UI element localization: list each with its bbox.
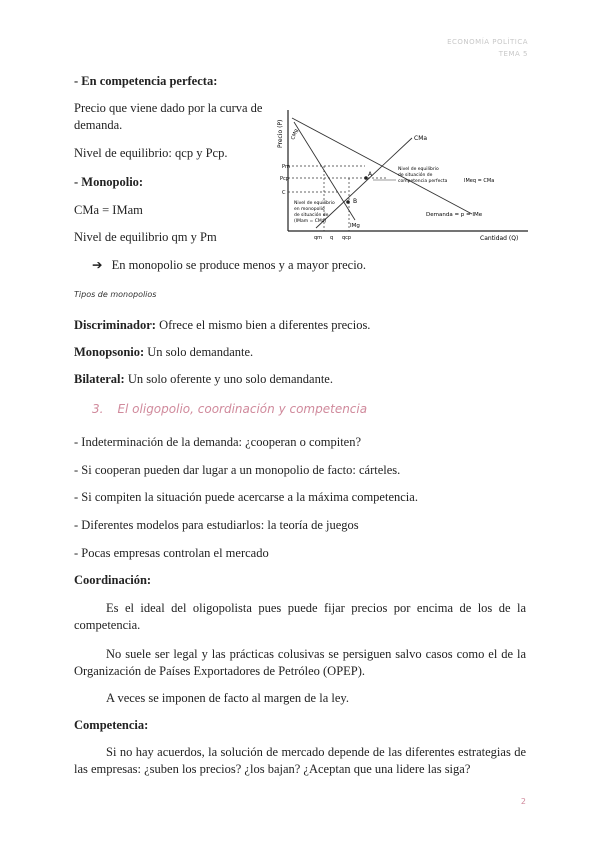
note-right-2: de situación de	[398, 173, 433, 178]
oligopolio-point: - Indeterminación de la demanda: ¿cooperan o compiten?	[74, 435, 362, 449]
monopolio-conclusion	[92, 257, 366, 273]
x-axis-label: Cantidad (Q)	[480, 235, 519, 242]
note-left-2: en monopolio	[294, 207, 325, 212]
coordinacion-title: Coordinación:	[74, 573, 152, 587]
perfecta-title: - En competencia perfecta:	[74, 74, 218, 88]
demand-curve-label: Demanda = p = IMe	[426, 212, 483, 218]
note-left-3: de situación de	[294, 213, 329, 218]
monopolio-formula: CMa = IMam	[74, 203, 143, 217]
y-axis-label: Precio (P)	[277, 119, 284, 148]
oligopolio-point: - Pocas empresas controlan el mercado	[74, 546, 269, 560]
section-3-heading	[92, 402, 367, 416]
c-label: C	[282, 190, 286, 196]
tipo-bilateral	[74, 372, 333, 387]
note-right-eq: IMeq = CMa	[464, 178, 495, 184]
qcp-label: qcp	[342, 235, 352, 241]
header-course: ECONOMÍA POLÍTICA	[447, 38, 528, 46]
tipo-discriminador	[74, 318, 370, 333]
qm-label: qm	[314, 235, 323, 241]
page-number: 2	[520, 797, 526, 806]
section-3-number: 3.	[92, 402, 104, 416]
oligopolio-point: - Si compiten la situación puede acercarse a la máxima competencia.	[74, 490, 418, 504]
note-left-eq: (IMam = CMa)	[294, 219, 327, 224]
monopsonio-text: Un solo demandante.	[144, 345, 254, 359]
coordinacion-p1: Es el ideal del oligopolista pues puede fijar precios por encima de los de la competencia.	[74, 601, 526, 632]
bilateral-label: Bilateral:	[74, 372, 125, 386]
note-left-1: Nivel de equilibrio	[294, 201, 335, 206]
oligopolio-point: - Diferentes modelos para estudiarlos: la teoría de juegos	[74, 518, 359, 532]
arrow-icon: ➔	[92, 258, 103, 272]
monopoly-diagram	[268, 108, 530, 248]
q-label: q	[330, 235, 334, 241]
note-right-1: Nivel de equilibrio	[398, 167, 439, 172]
pcp-label: Pcp	[280, 176, 289, 182]
monopolio-equilibrio: Nivel de equilibrio qm y Pm	[74, 230, 217, 244]
img-curve-label: IMg	[350, 223, 360, 229]
header-topic: TEMA 5	[498, 50, 528, 58]
perfecta-line2: demanda.	[74, 118, 123, 132]
competencia-p1: Si no hay acuerdos, la solución de mercado depende de las diferentes estrategias de las empresas: ¿suben los precios? ¿los bajan? ¿Aceptan que una lidere las siga?	[74, 745, 526, 776]
tipo-monopsonio	[74, 345, 253, 360]
competencia-title: Competencia:	[74, 718, 149, 732]
monopolio-title: - Monopolio:	[74, 175, 144, 189]
img-top-label: CMg	[290, 128, 300, 141]
bilateral-text: Un solo oferente y uno solo demandante.	[124, 372, 333, 386]
note-right-3: competencia perfecta	[398, 179, 448, 184]
pm-label: Pm	[282, 164, 290, 170]
cma-curve-label: CMa	[414, 135, 428, 142]
discriminador-text: Ofrece el mismo bien a diferentes precios.	[155, 318, 371, 332]
discriminador-label: Discriminador:	[74, 318, 156, 332]
coordinacion-p3: A veces se imponen de facto al margen de la ley.	[106, 691, 349, 705]
tipos-heading: Tipos de monopolios	[74, 290, 157, 299]
point-b-label: B	[353, 198, 358, 205]
point-b	[346, 200, 350, 204]
monopsonio-label: Monopsonio:	[74, 345, 145, 359]
point-a-label: A	[368, 171, 373, 178]
oligopolio-point: - Si cooperan pueden dar lugar a un monopolio de facto: cárteles.	[74, 463, 401, 477]
perfecta-equilibrio: Nivel de equilibrio: qcp y Pcp.	[74, 146, 228, 160]
perfecta-line1: Precio que viene dado por la curva de	[74, 101, 263, 115]
section-3-title: El oligopolio, coordinación y competencia	[117, 402, 368, 416]
coordinacion-p2: No suele ser legal y las prácticas colusivas se persiguen salvo casos como el de la Organización de Países Exportadores de Petróleo (OPEP).	[74, 647, 526, 678]
monopolio-conclusion-text: En monopolio se produce menos y a mayor precio.	[111, 258, 367, 272]
